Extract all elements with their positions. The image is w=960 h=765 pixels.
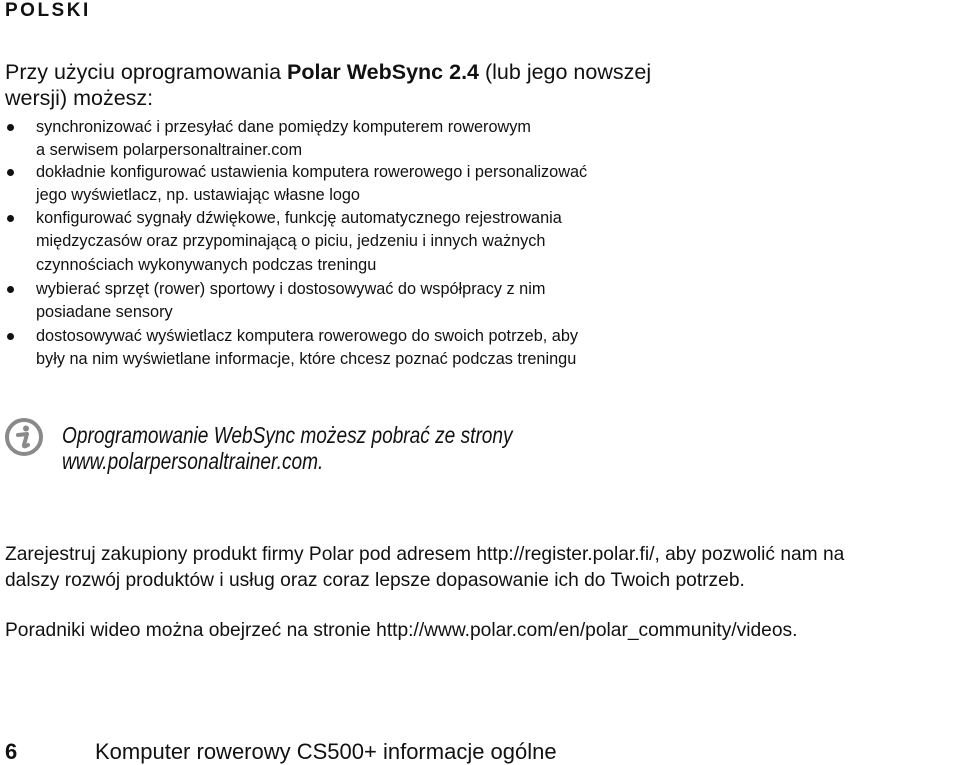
intro-line-1 <box>5 60 651 85</box>
bullet-icon <box>7 333 14 340</box>
page-number: 6 <box>5 739 18 764</box>
intro-text: (lub jego nowszej <box>479 60 652 84</box>
list-item: konfigurować sygnały dźwiękowe, funkcję automatycznego rejestrowania <box>36 209 562 227</box>
bullet-icon <box>7 215 14 222</box>
registration-paragraph: dalszy rozwój produktów i usług oraz coraz lepsze dopasowanie ich do Twoich potrzeb. <box>5 570 745 591</box>
product-name: Polar WebSync 2.4 <box>287 60 480 84</box>
bullet-icon <box>7 124 14 131</box>
list-item: czynnościach wykonywanych podczas treningu <box>36 256 377 274</box>
registration-paragraph: Zarejestruj zakupiony produkt firmy Polar pod adresem http://register.polar.fi/, aby pozwolić nam na <box>5 544 845 565</box>
list-item: wybierać sprzęt (rower) sportowy i dostosowywać do współpracy z nim <box>36 280 546 298</box>
note-text: Oprogramowanie WebSync możesz pobrać ze strony <box>62 422 513 448</box>
list-item: a serwisem polarpersonaltrainer.com <box>36 141 303 159</box>
note-link[interactable]: www.polarpersonaltrainer.com. <box>62 448 324 474</box>
list-item: jego wyświetlacz, np. ustawiając własne logo <box>36 186 360 204</box>
info-icon <box>4 417 44 457</box>
list-item: synchronizować i przesyłać dane pomiędzy komputerem rowerowym <box>36 118 531 136</box>
list-item: były na nim wyświetlane informacje, które chcesz poznać podczas treningu <box>36 350 577 368</box>
list-item: posiadane sensory <box>36 303 173 321</box>
intro-text: Przy użyciu oprogramowania <box>5 60 288 84</box>
videos-paragraph: Poradniki wideo można obejrzeć na stronie http://www.polar.com/en/polar_community/videos. <box>5 620 798 641</box>
list-item: międzyczasów oraz przypominającą o piciu, jedzeniu i innych ważnych <box>36 232 546 250</box>
list-item: dokładnie konfigurować ustawienia komputera rowerowego i personalizować <box>36 163 588 181</box>
section-title: POLSKI <box>5 0 91 21</box>
bullet-icon <box>7 169 14 176</box>
intro-line-2: wersji) możesz: <box>5 86 154 110</box>
footer-title: Komputer rowerowy CS500+ informacje ogólne <box>95 739 557 764</box>
list-item: dostosowywać wyświetlacz komputera rowerowego do swoich potrzeb, aby <box>36 327 579 345</box>
bullet-icon <box>7 286 14 293</box>
